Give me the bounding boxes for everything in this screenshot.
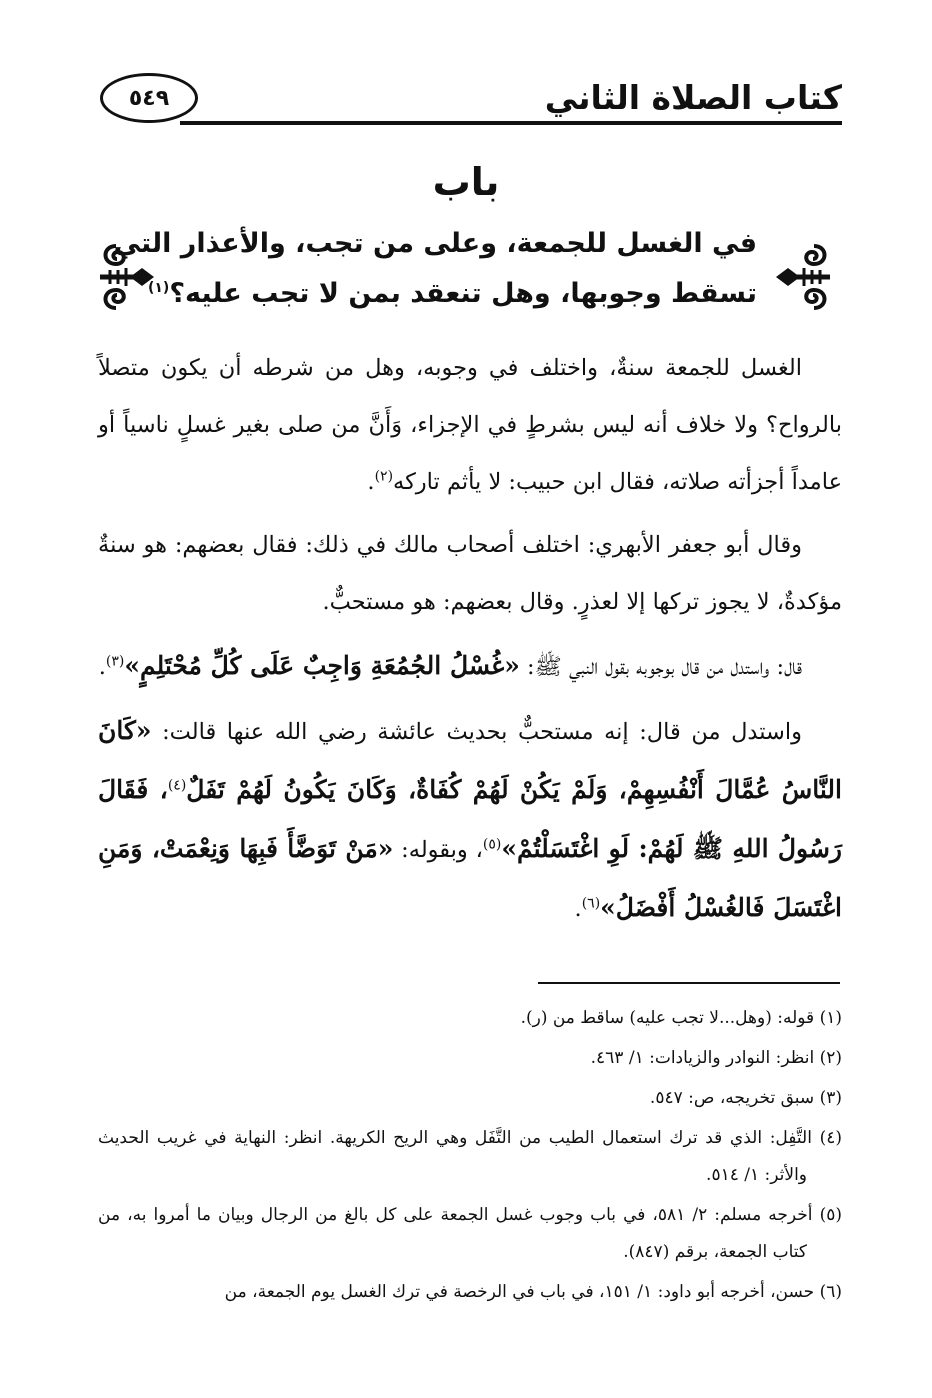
ornament-right-icon [770,232,832,322]
footnote-1: (١) قوله: (وهل...لا تجب عليه) ساقط من (ر). [520,1008,842,1028]
footnote-3: (٣) سبق تخريجه، ص: ٥٤٧. [649,1088,842,1108]
footnote-separator [538,982,840,984]
footnote-4: (٤) التَّفِل: الذي قد ترك استعمال الطيب من التَّفَل وهي الريح الكريهة. انظر: النهاية في غريب الحديث والأثر: ١/ ٥١٤. [98,1128,842,1185]
paragraph-4-mid: ، وبقوله: [393,837,483,863]
heading-line-2-text: تسقط وجوبها، وهل تنعقد بمن لا تجب عليه؟ [169,278,757,309]
heading-line-1: في الغسل للجمعة، وعلى من تجب، والأعذار التي [113,228,757,259]
header-rule [180,121,842,125]
footnotes [98,1000,842,1314]
paragraph-4-end: . [574,896,582,922]
paragraph-3 [98,637,842,696]
paragraph-1-end: . [367,469,375,495]
footnote-ref: (٦) [581,895,601,912]
paragraph-4 [98,702,842,938]
footnote-ref: (٥) [482,836,502,853]
footnote-ref: (٤) [167,777,187,794]
chapter-label: باب [432,160,500,204]
ornament-left-icon [98,232,160,322]
paragraph-1-text: الغسل للجمعة سنةٌ، واختلف في وجوبه، وهل من شرطه أن يكون متصلاً بالرواح؟ ولا خلاف أنه ليس بشرطٍ في الإجزاء، وَأَنَّ من صلى بغير غسلٍ ناسياً أو عامداً أجزأته صلاته، فقال ابن حبيب: لا يأثم تاركه [98,355,842,495]
hadith-quote-2: «مَنْ تَوَضَّأَ فَبِهَا وَنِعْمَتْ، وَمَنِ اغْتَسَلَ فَالغُسْلُ أَفْضَلُ» [98,834,842,922]
footnote-ref: (١) [147,280,170,296]
paragraph-3-intro: قال: واستدل من قال بوجوبه بقول النبي ﷺ: [519,654,802,680]
footnote-ref: (٣) [105,653,125,670]
footnote-6: (٦) حسن، أخرجه أبو داود: ١/ ١٥١، في باب في الرخصة في ترك الغسل يوم الجمعة، من [224,1282,842,1302]
hadith-quote: «كَانَ النَّاسُ عُمَّالَ أَنْفُسِهِمْ، وَلَمْ يَكُنْ لَهُمْ كُفَاةٌ، وَكَانَ يَكُونُ لَهُمْ تَفَلٌ [98,716,842,804]
paragraph-4-intro: واستدل من قال: إنه مستحبٌّ بحديث عائشة رضي الله عنها قالت: [151,719,802,745]
book-title: كتاب الصلاة الثاني [544,78,842,117]
page-number: ٥٤٩ [100,73,198,123]
paragraph-3-end: . [98,654,106,680]
hadith-quote-continued: ، فَقَالَ رَسُولُ اللهِ ﷺ لَهُمْ: لَوِ اغْتَسَلْتُمْ» [98,775,842,863]
heading-line-2 [147,278,757,309]
footnote-5: (٥) أخرجه مسلم: ٢/ ٥٨١، في باب وجوب غسل الجمعة على كل بالغ من الرجال وبيان ما أمروا به، من كتاب الجمعة، برقم (٨٤٧). [98,1205,842,1262]
footnote-2: (٢) انظر: النوادر والزيادات: ١/ ٤٦٣. [590,1048,842,1068]
hadith-quote: «غُسْلُ الجُمُعَةِ وَاجِبٌ عَلَى كُلِّ مُحْتَلِمٍ» [124,651,520,680]
paragraph-2: وقال أبو جعفر الأبهري: اختلف أصحاب مالك في ذلك: فقال بعضهم: هو سنةٌ مؤكدةٌ، لا يجوز تركها إلا لعذرٍ. وقال بعضهم: هو مستحبٌّ. [98,532,842,615]
footnote-ref: (٢) [374,468,394,485]
paragraph-1 [98,340,842,511]
chapter-heading [0,228,932,318]
running-header [0,0,932,135]
body-text [98,340,842,944]
